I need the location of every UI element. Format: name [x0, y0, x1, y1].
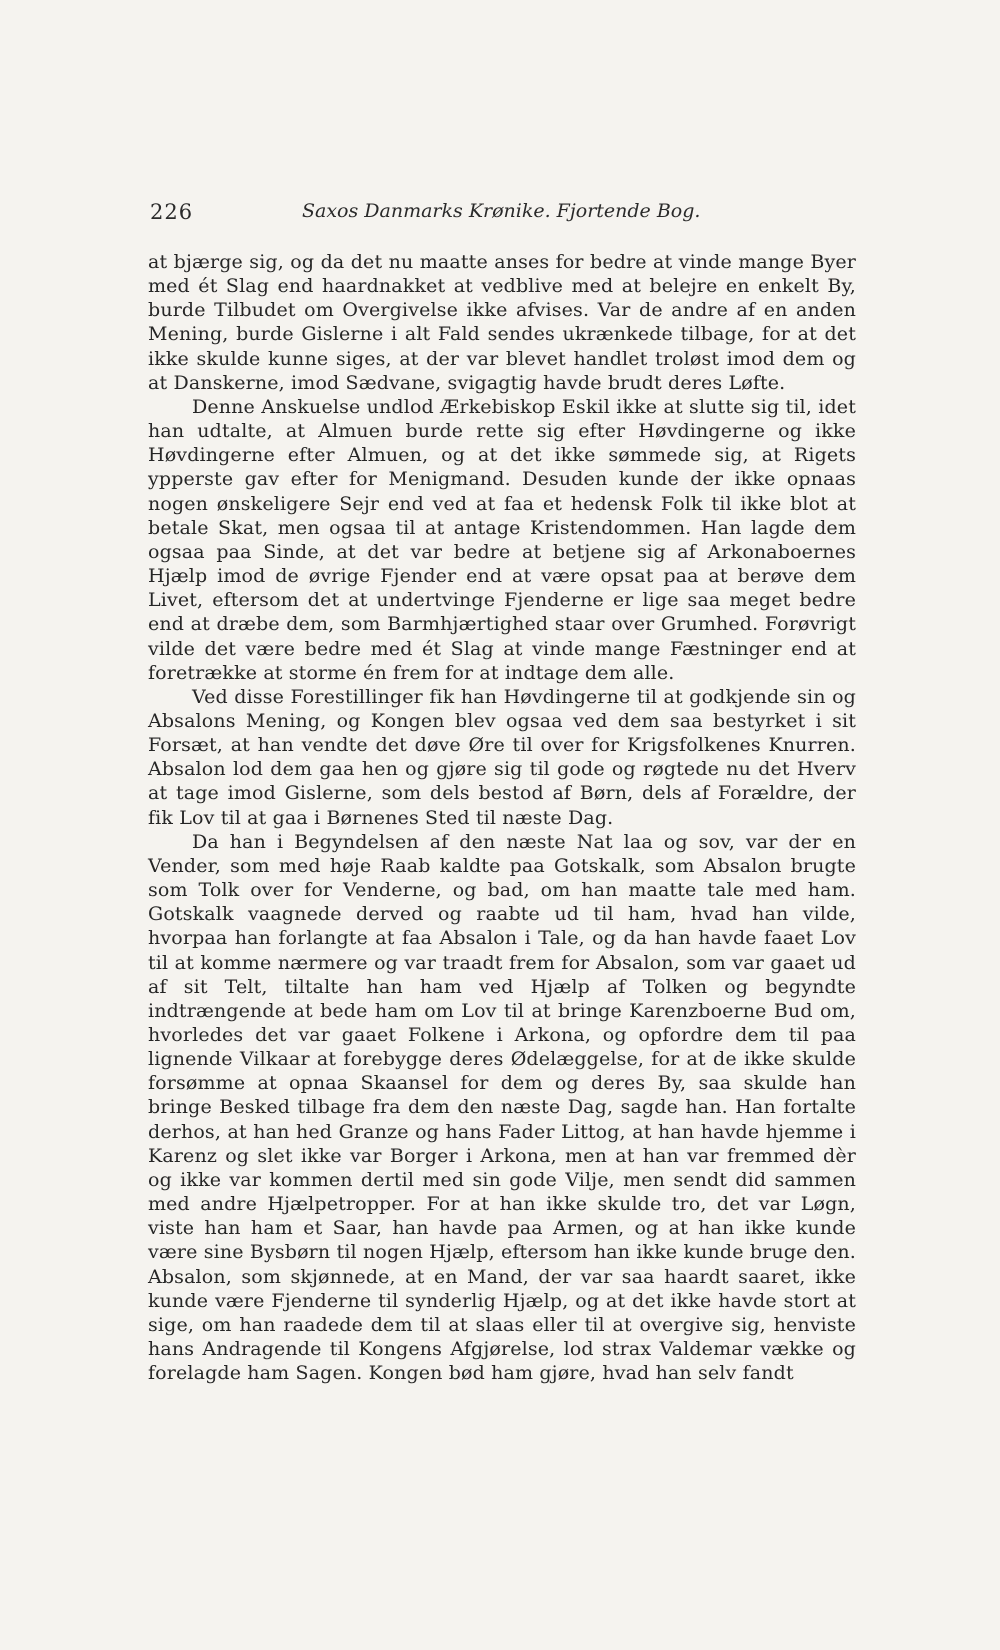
paragraph-4: Da han i Begyndelsen af den næste Nat laa og sov, var der en Vender, som med høje Raab kaldte paa Gotskalk, som Absalon brugte som Tolk over for Venderne, og bad, om han maatte tale med ham. Gotskalk vaagnede derved og raabte ud til ham, hvad han vilde, hvorpaa han forlangte at faa Absalon i Tale, og da han havde faaet Lov til at komme nærmere og var traadt frem for Absalon, som var gaaet ud af sit Telt, tiltalte han ham ved Hjælp af Tolken og begyndte indtrængende at bede ham om Lov til at bringe Karenzboerne Bud om, hvorledes det var gaaet Folkene i Arkona, og opfordre dem til paa lignende Vilkaar at forebygge deres Ødelæggelse, for at de ikke skulde forsømme at opnaa Skaansel for dem og deres By, saa skulde han bringe Besked tilbage fra dem den næste Dag, sagde han. Han fortalte derhos, at han hed Granze og hans Fader Littog, at han havde hjemme i Karenz og slet ikke var Borger i Arkona, men at han var fremmed dèr og ikke var kommen dertil med sin gode Vilje, men sendt did sammen med andre Hjælpetropper. For at han ikke skulde tro, det var Løgn, viste han ham et Saar, han havde paa Armen, og at han ikke kunde være sine Bysbørn til nogen Hjælp, eftersom han ikke kunde bruge den. Absalon, som skjønnede, at en Mand, der var saa haardt saaret, ikke kunde være Fjenderne til synderlig Hjælp, og at det ikke havde stort at sige, om han raadede dem til at slaas eller til at overgive sig, henviste hans Andragende til Kongens Afgjørelse, lod strax Valdemar vække og forelagde ham Sagen. Kongen bød ham gjøre, hvad han selv fandt [148, 830, 856, 1385]
body-text [148, 250, 856, 1385]
page-number: 226 [150, 200, 194, 224]
page-header [150, 200, 850, 230]
running-title: Saxos Danmarks Krønike. Fjortende Bog. [302, 200, 701, 222]
paragraph-2: Denne Anskuelse undlod Ærkebiskop Eskil ikke at slutte sig til, idet han udtalte, at Almuen burde rette sig efter Høvdingerne og ikke Høvdingerne efter Almuen, og at det ikke sømmede sig, at Rigets ypperste gav efter for Menigmand. Desuden kunde der ikke opnaas nogen ønskeligere Sejr end ved at faa et hedensk Folk til ikke blot at betale Skat, men ogsaa til at antage Kristendommen. Han lagde dem ogsaa paa Sinde, at det var bedre at betjene sig af Arkonaboernes Hjælp imod de øvrige Fjender end at være opsat paa at berøve dem Livet, eftersom det at undertvinge Fjenderne er lige saa meget bedre end at dræbe dem, som Barmhjærtighed staar over Grumhed. Forøvrigt vilde det være bedre med ét Slag at vinde mange Fæstninger end at foretrække at storme én frem for at indtage dem alle. [148, 395, 856, 684]
paragraph-3: Ved disse Forestillinger fik han Høvdingerne til at godkjende sin og Absalons Mening, og Kongen blev ogsaa ved dem saa bestyrket i sit Forsæt, at han vendte det døve Øre til over for Krigsfolkenes Knurren. Absalon lod dem gaa hen og gjøre sig til gode og røgtede nu det Hverv at tage imod Gislerne, som dels bestod af Børn, dels af Forældre, der fik Lov til at gaa i Børnenes Sted til næste Dag. [148, 685, 856, 829]
paragraph-1: at bjærge sig, og da det nu maatte anses for bedre at vinde mange Byer med ét Slag end haardnakket at vedblive med at belejre en enkelt By, burde Tilbudet om Overgivelse ikke afvises. Var de andre af en anden Mening, burde Gislerne i alt Fald sendes ukrænkede tilbage, for at det ikke skulde kunne siges, at der var blevet handlet troløst imod dem og at Danskerne, imod Sædvane, svigagtig havde brudt deres Løfte. [148, 251, 856, 394]
